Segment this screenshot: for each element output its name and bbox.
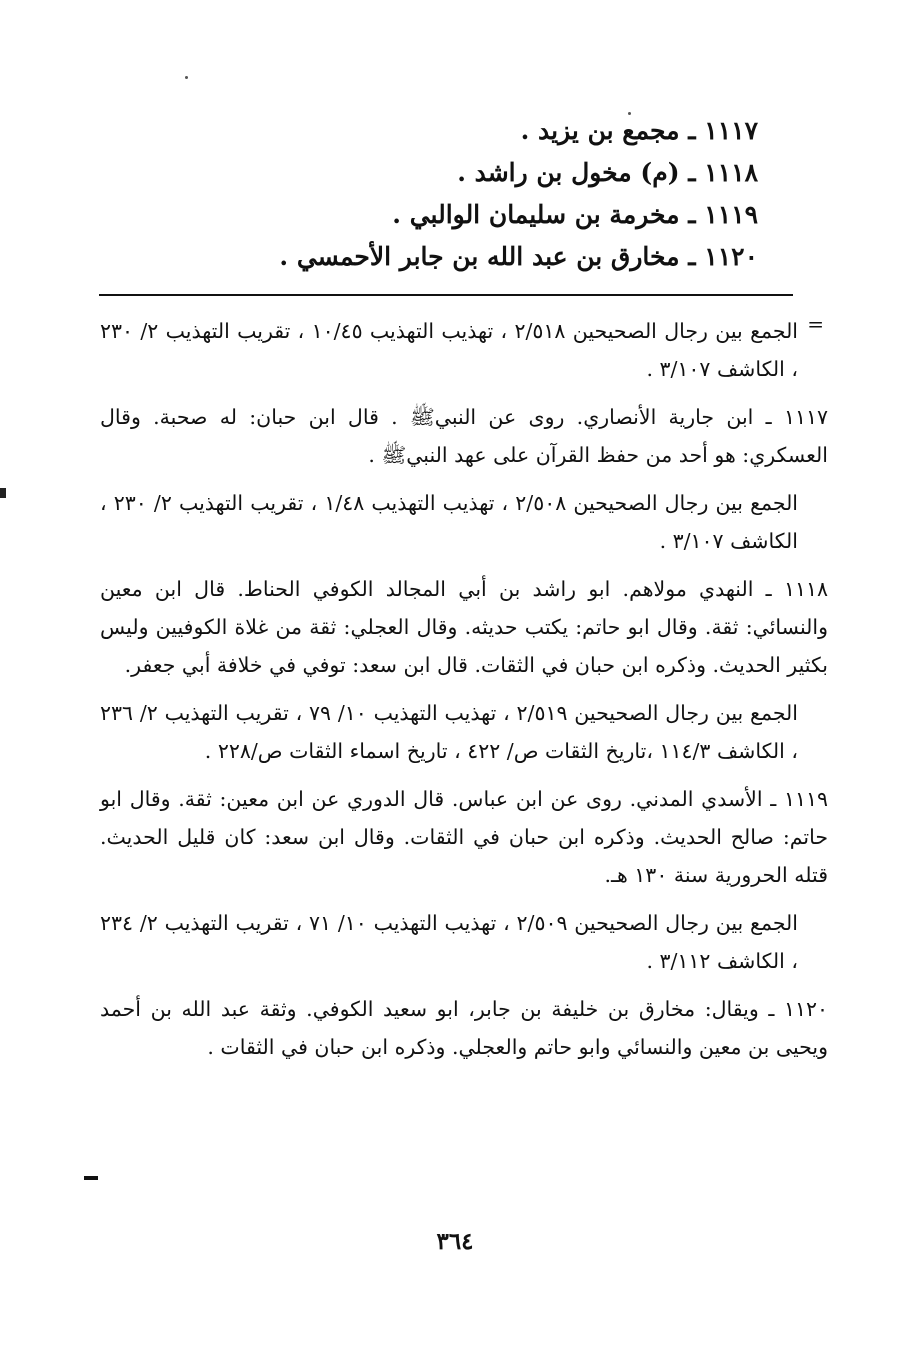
continuation-mark: =: [807, 312, 824, 336]
entries-list: [198, 110, 758, 278]
footnotes: [100, 312, 828, 1066]
margin-mark: [0, 488, 6, 498]
footnote-1117-refs: الجمع بين رجال الصحيحين ٢/٥٠٨ ، تهذيب التهذيب ١/٤٨ ، تقريب التهذيب ٢/ ٢٣٠ ، الكاشف ٣/١٠٧ .: [100, 491, 799, 553]
footnote-1118-refs: الجمع بين رجال الصحيحين ٢/٥١٩ ، تهذيب التهذيب ١٠/ ٧٩ ، تقريب التهذيب ٢/ ٢٣٦ ، الكاشف ١١٤/٣ ،تاريخ الثقات ص/ ٤٢٢ ، تاريخ اسماء الثقات ص/٢٢٨ .: [100, 701, 798, 763]
footnote-continued: الجمع بين رجال الصحيحين ٢/٥١٨ ، تهذيب التهذيب ١٠/٤٥ ، تقريب التهذيب ٢/ ٢٣٠ ، الكاشف ٣/١٠٧ .: [100, 319, 799, 381]
footnote-1117: ١١١٧ ـ ابن جارية الأنصاري. روى عن النبيﷺ . قال ابن حبان: له صحبة. وقال العسكري: هو أحد من حفظ القرآن على عهد النبيﷺ .: [100, 405, 828, 467]
speck: [185, 76, 188, 79]
footnote-divider: [99, 294, 793, 296]
entry-1120: ١١٢٠ ـ مخارق بن عبد الله بن جابر الأحمسي .: [279, 242, 758, 271]
page-number: ٣٦٤: [436, 1228, 474, 1255]
footnote-1119-refs: الجمع بين رجال الصحيحين ٢/٥٠٩ ، تهذيب التهذيب ١٠/ ٧١ ، تقريب التهذيب ٢/ ٢٣٤ ، الكاشف ٣/١١٢ .: [100, 911, 798, 973]
entry-1117: ١١١٧ ـ مجمع بن يزيد .: [520, 116, 758, 145]
entry-1119: ١١١٩ ـ مخرمة بن سليمان الوالبي .: [392, 200, 758, 229]
footnote-1119: ١١١٩ ـ الأسدي المدني. روى عن ابن عباس. قال الدوري عن ابن معين: ثقة. وقال ابو حاتم: صالح الحديث. وذكره ابن حبان في الثقات. وقال ابن سعد: كان قليل الحديث. قتله الحرورية سنة ١٣٠ هـ.: [100, 787, 828, 887]
end-mark: [84, 1176, 98, 1180]
entry-1118: ١١١٨ ـ (م) مخول بن راشد .: [457, 158, 758, 187]
footnote-1118: ١١١٨ ـ النهدي مولاهم. ابو راشد بن أبي المجالد الكوفي الحناط. قال ابن معين والنسائي: ثقة. وقال ابو حاتم: يكتب حديثه. وقال العجلي: ثقة من غلاة الكوفيين وليس بكثير الحديث. وذكره ابن حبان في الثقات. قال ابن سعد: توفي في خلافة أبي جعفر.: [100, 577, 828, 677]
footnote-1120: ١١٢٠ ـ ويقال: مخارق بن خليفة بن جابر، ابو سعيد الكوفي. وثقة عبد الله بن أحمد ويحيى بن معين والنسائي وابو حاتم والعجلي. وذكره ابن حبان في الثقات .: [100, 997, 828, 1059]
